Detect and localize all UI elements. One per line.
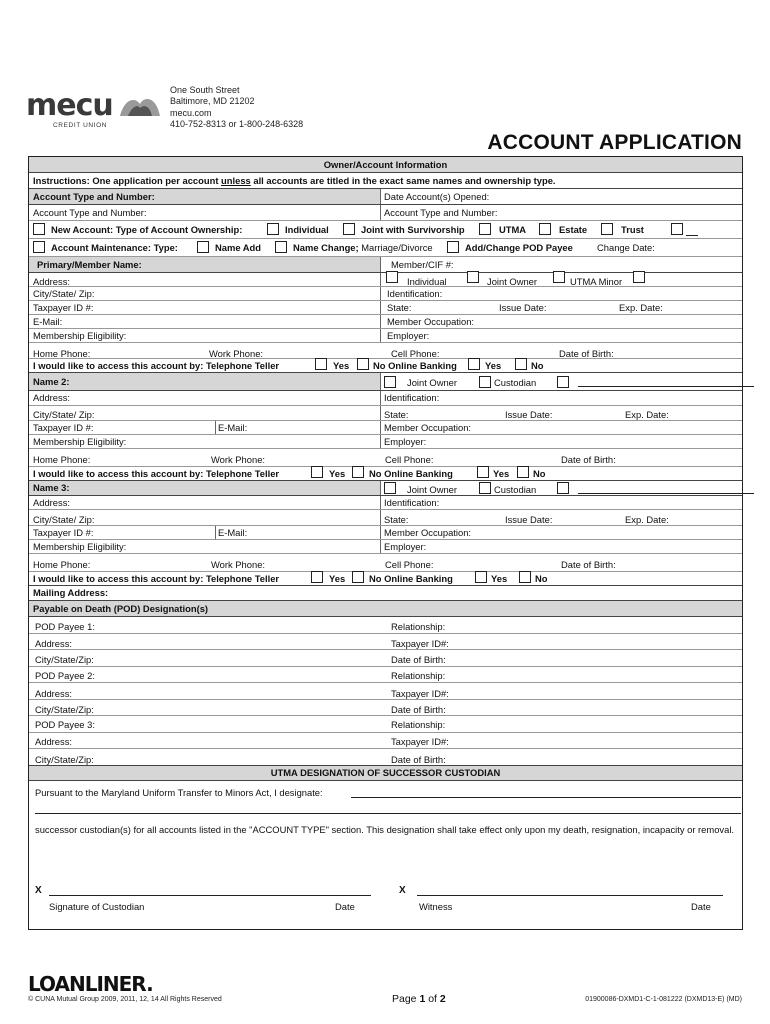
witness-x-mark: X <box>399 885 406 896</box>
form-code: 01900086-DXMD1-C-1-081222 (DXMD13-E) (MD) <box>585 996 742 1003</box>
instructions-row <box>29 173 742 189</box>
account-type-label[interactable]: Account Type and Number: <box>33 207 147 218</box>
joint-survivorship-label: Joint with Survivorship <box>361 224 465 235</box>
name3-occupation-label[interactable]: Member Occupation: <box>384 527 472 538</box>
name3-home-phone-label[interactable]: Home Phone: <box>33 559 91 570</box>
witness-label: Witness <box>419 901 453 912</box>
name2-other-checkbox[interactable] <box>557 376 569 388</box>
name3-employer-label[interactable]: Employer: <box>384 541 427 552</box>
pod3-taxpayer-label[interactable]: Taxpayer ID#: <box>391 736 449 747</box>
primary-teller-no-checkbox[interactable] <box>357 358 369 370</box>
name2-label: Name 2: <box>33 376 70 387</box>
primary-online-no-label: No <box>531 360 544 371</box>
name3-address-row <box>29 496 742 510</box>
custodian-x-mark: X <box>35 885 42 896</box>
pod2-relationship-label[interactable]: Relationship: <box>391 670 446 681</box>
account-type-row-2 <box>29 205 742 221</box>
name2-custodian-label: Custodian <box>494 377 537 388</box>
name2-address-label[interactable]: Address: <box>33 392 70 403</box>
address-line-2: Baltimore, MD 21202 <box>170 96 255 107</box>
name2-state-label[interactable]: State: <box>384 409 409 420</box>
name3-custodian-label: Custodian <box>494 484 537 495</box>
pod3-payee-label[interactable]: POD Payee 3: <box>35 719 95 730</box>
add-change-pod-label: Add/Change POD Payee <box>465 242 573 253</box>
other-ownership-checkbox[interactable] <box>671 223 683 235</box>
pod2-address-label[interactable]: Address: <box>35 688 72 699</box>
utma-section-header <box>29 766 742 781</box>
primary-email-row <box>29 315 742 329</box>
pod-section-header <box>29 601 742 617</box>
pod3-relationship-label[interactable]: Relationship: <box>391 719 446 730</box>
name2-eligibility-label[interactable]: Membership Eligibility: <box>33 436 127 447</box>
primary-exp-date-label[interactable]: Exp. Date: <box>619 302 663 313</box>
primary-work-phone-label[interactable]: Work Phone: <box>209 348 264 359</box>
primary-individual-checkbox[interactable] <box>386 271 398 283</box>
name2-joint-owner-label: Joint Owner <box>407 377 458 388</box>
name3-taxpayer-row <box>29 526 742 540</box>
name3-identification-label[interactable]: Identification: <box>384 497 440 508</box>
name2-dob-label[interactable]: Date of Birth: <box>561 454 616 465</box>
primary-other-checkbox[interactable] <box>633 271 645 283</box>
name2-address-row <box>29 391 742 406</box>
pod1-dob-label[interactable]: Date of Birth: <box>391 654 446 665</box>
estate-checkbox[interactable] <box>539 223 551 235</box>
pod-section-title: Payable on Death (POD) Designation(s) <box>33 603 209 614</box>
pod2-city-label[interactable]: City/State/Zip: <box>35 704 94 715</box>
name3-teller-no-checkbox[interactable] <box>352 571 364 583</box>
name2-teller-yes-checkbox[interactable] <box>311 466 323 478</box>
name3-phone-row <box>29 554 742 572</box>
primary-teller-yes-label: Yes <box>333 360 350 371</box>
name2-online-no-label: No <box>533 468 546 479</box>
name3-teller-yes-label: Yes <box>329 573 346 584</box>
pod1-relationship-label[interactable]: Relationship: <box>391 621 446 632</box>
primary-utma-minor-checkbox[interactable] <box>553 271 565 283</box>
primary-access-row <box>29 359 742 373</box>
add-change-pod-checkbox[interactable] <box>447 241 459 253</box>
name3-teller-yes-checkbox[interactable] <box>311 571 323 583</box>
successor-custodian-line-2[interactable] <box>35 813 741 814</box>
address-line-1: One South Street <box>170 85 240 95</box>
name2-home-phone-label[interactable]: Home Phone: <box>33 454 91 465</box>
date-opened-label[interactable]: Date Account(s) Opened: <box>384 191 490 202</box>
pod1-address-label[interactable]: Address: <box>35 638 72 649</box>
name2-online-yes-checkbox[interactable] <box>477 466 489 478</box>
instructions-text: Instructions: One application per account unless all accounts are titled in the exact same names and ownership type. <box>33 175 556 186</box>
primary-address-row <box>29 273 742 287</box>
primary-online-no-checkbox[interactable] <box>515 358 527 370</box>
name2-custodian-checkbox[interactable] <box>479 376 491 388</box>
name2-employer-label[interactable]: Employer: <box>384 436 427 447</box>
pod1-payee-label[interactable]: POD Payee 1: <box>35 621 95 632</box>
new-account-label: New Account: Type of Account Ownership: <box>51 224 243 235</box>
primary-dob-label[interactable]: Date of Birth: <box>559 348 614 359</box>
maintenance-checkbox[interactable] <box>33 241 45 253</box>
pod1-row <box>29 617 742 634</box>
name3-address-label[interactable]: Address: <box>33 497 70 508</box>
name2-taxpayer-label[interactable]: Taxpayer ID #: <box>33 422 94 433</box>
pod3-dob-label[interactable]: Date of Birth: <box>391 754 446 765</box>
logo-subtext: CREDIT UNION <box>53 122 108 129</box>
address-block <box>170 85 303 131</box>
name3-row <box>29 481 742 496</box>
owner-section-header <box>29 157 742 173</box>
joint-survivorship-checkbox[interactable] <box>343 223 355 235</box>
name-add-checkbox[interactable] <box>197 241 209 253</box>
pod3-row <box>29 716 742 733</box>
name2-teller-yes-label: Yes <box>329 468 346 479</box>
name2-city-row <box>29 406 742 421</box>
primary-utma-minor-label: UTMA Minor <box>570 276 623 287</box>
individual-label: Individual <box>285 224 329 235</box>
primary-name-label: Primary/Member Name: <box>37 259 142 270</box>
name3-access-label: I would like to access this account by: Telephone Teller <box>33 573 280 584</box>
pod3-city-label[interactable]: City/State/Zip: <box>35 754 94 765</box>
pod2-address-row <box>29 683 742 700</box>
name2-eligibility-row <box>29 435 742 449</box>
primary-address-label[interactable]: Address: <box>33 276 70 287</box>
name3-taxpayer-label[interactable]: Taxpayer ID #: <box>33 527 94 538</box>
name3-access-row <box>29 572 742 586</box>
pod1-city-row <box>29 650 742 667</box>
name2-issue-date-label[interactable]: Issue Date: <box>505 409 553 420</box>
name3-eligibility-label[interactable]: Membership Eligibility: <box>33 541 127 552</box>
primary-phone-row <box>29 343 742 359</box>
new-account-checkbox[interactable] <box>33 223 45 235</box>
name3-online-no-label: No <box>535 573 548 584</box>
address-line-3: mecu.com <box>170 107 212 118</box>
name2-online-no-checkbox[interactable] <box>517 466 529 478</box>
custodian-date-label: Date <box>335 901 355 912</box>
mecu-logo <box>26 88 166 132</box>
primary-access-label: I would like to access this account by: Telephone Teller <box>33 360 280 371</box>
primary-individual-label: Individual <box>407 276 447 287</box>
name2-city-label[interactable]: City/State/ Zip: <box>33 409 95 420</box>
primary-online-yes-label: Yes <box>485 360 502 371</box>
name3-dob-label[interactable]: Date of Birth: <box>561 559 616 570</box>
utma-successor-text: successor custodian(s) for all accounts listed in the "ACCOUNT TYPE" section. This designation shall take effect only upon my death, resignation, incapacity or removal. <box>35 824 735 835</box>
primary-city-label[interactable]: City/State/ Zip: <box>33 288 95 299</box>
trust-checkbox[interactable] <box>601 223 613 235</box>
primary-joint-owner-label: Joint Owner <box>487 276 538 287</box>
logo-text: mecu <box>26 88 113 123</box>
pod3-city-row <box>29 749 742 766</box>
pod3-address-row <box>29 733 742 749</box>
name2-access-label: I would like to access this account by: Telephone Teller <box>33 468 280 479</box>
account-type-label-bold: Account Type and Number: <box>33 191 155 202</box>
name2-online-yes-label: Yes <box>493 468 510 479</box>
primary-city-row <box>29 287 742 301</box>
section-title: Owner/Account Information <box>323 159 448 170</box>
name3-online-yes-checkbox[interactable] <box>475 571 487 583</box>
utma-label: UTMA <box>499 224 527 235</box>
mecu-mark-icon <box>118 94 162 118</box>
maintenance-row <box>29 239 742 257</box>
account-type-label-right[interactable]: Account Type and Number: <box>384 207 498 218</box>
primary-taxpayer-row <box>29 301 742 315</box>
primary-eligibility-row <box>29 329 742 343</box>
utma-section-body <box>29 781 742 929</box>
copyright-text: © CUNA Mutual Group 2009, 2011, 12, 14 All Rights Reserved <box>28 996 222 1003</box>
pod2-payee-label[interactable]: POD Payee 2: <box>35 670 95 681</box>
primary-online-label: No Online Banking <box>373 360 457 371</box>
name3-city-label[interactable]: City/State/ Zip: <box>33 514 95 525</box>
primary-eligibility-label[interactable]: Membership Eligibility: <box>33 330 127 341</box>
individual-checkbox[interactable] <box>267 223 279 235</box>
name3-online-no-checkbox[interactable] <box>519 571 531 583</box>
name3-eligibility-row <box>29 540 742 554</box>
name2-occupation-label[interactable]: Member Occupation: <box>384 422 472 433</box>
name3-email-label[interactable]: E-Mail: <box>215 526 247 539</box>
name2-access-row <box>29 467 742 481</box>
member-cif-label[interactable]: Member/CIF #: <box>391 259 454 270</box>
utma-pursuant-text: Pursuant to the Maryland Uniform Transfer to Minors Act, I designate: <box>35 787 323 798</box>
name3-custodian-checkbox[interactable] <box>479 482 491 494</box>
name3-issue-date-label[interactable]: Issue Date: <box>505 514 553 525</box>
mailing-address-row <box>29 586 742 601</box>
name2-email-label[interactable]: E-Mail: <box>215 421 247 434</box>
pod2-city-row <box>29 700 742 716</box>
name2-work-phone-label[interactable]: Work Phone: <box>211 454 266 465</box>
name3-other-checkbox[interactable] <box>557 482 569 494</box>
name2-identification-label[interactable]: Identification: <box>384 392 440 403</box>
name3-online-label: No Online Banking <box>369 573 453 584</box>
primary-cell-phone-label[interactable]: Cell Phone: <box>391 348 440 359</box>
name2-joint-owner-checkbox[interactable] <box>384 376 396 388</box>
primary-email-label[interactable]: E-Mail: <box>33 316 63 327</box>
primary-state-label[interactable]: State: <box>387 302 412 313</box>
pod2-dob-label[interactable]: Date of Birth: <box>391 704 446 715</box>
pod2-row <box>29 667 742 683</box>
estate-label: Estate <box>559 224 588 235</box>
name3-exp-date-label[interactable]: Exp. Date: <box>625 514 669 525</box>
pod2-taxpayer-label[interactable]: Taxpayer ID#: <box>391 688 449 699</box>
name2-phone-row <box>29 449 742 467</box>
name2-cell-phone-label[interactable]: Cell Phone: <box>385 454 434 465</box>
signature-custodian-label: Signature of Custodian <box>49 901 145 912</box>
name-change-label: Name Change; Marriage/Divorce <box>293 242 433 253</box>
new-account-row <box>29 221 742 239</box>
name-add-label: Name Add <box>215 242 262 253</box>
name2-row <box>29 373 742 391</box>
name2-taxpayer-row <box>29 421 742 435</box>
name3-joint-owner-checkbox[interactable] <box>384 482 396 494</box>
primary-home-phone-label[interactable]: Home Phone: <box>33 348 91 359</box>
pod1-city-label[interactable]: City/State/Zip: <box>35 654 94 665</box>
name3-work-phone-label[interactable]: Work Phone: <box>211 559 266 570</box>
trust-label: Trust <box>621 224 644 235</box>
name2-exp-date-label[interactable]: Exp. Date: <box>625 409 669 420</box>
name3-label: Name 3: <box>33 482 70 493</box>
custodian-signature-line[interactable] <box>49 895 371 896</box>
account-application-form <box>28 156 743 930</box>
page-number: Page 1 of 2 <box>392 993 446 1005</box>
change-date-label[interactable]: Change Date: <box>597 242 655 253</box>
name-change-checkbox[interactable] <box>275 241 287 253</box>
witness-date-label: Date <box>691 901 711 912</box>
utma-section-title: UTMA DESIGNATION OF SUCCESSOR CUSTODIAN <box>270 767 501 778</box>
primary-teller-yes-checkbox[interactable] <box>315 358 327 370</box>
primary-identification-label[interactable]: Identification: <box>387 288 443 299</box>
address-line-4: 410-752-8313 or 1-800-248-6328 <box>170 119 304 130</box>
account-type-row-1 <box>29 189 742 205</box>
name3-online-yes-label: Yes <box>491 573 508 584</box>
loanliner-logo: LOANLINER. <box>28 972 153 996</box>
primary-online-yes-checkbox[interactable] <box>468 358 480 370</box>
pod1-address-row <box>29 634 742 650</box>
primary-employer-label[interactable]: Employer: <box>387 330 430 341</box>
name3-city-row <box>29 510 742 526</box>
name2-teller-no-checkbox[interactable] <box>352 466 364 478</box>
name2-online-label: No Online Banking <box>369 468 453 479</box>
witness-signature-line[interactable] <box>417 895 723 896</box>
primary-occupation-label[interactable]: Member Occupation: <box>387 316 475 327</box>
primary-joint-owner-checkbox[interactable] <box>467 271 479 283</box>
primary-taxpayer-label[interactable]: Taxpayer ID #: <box>33 302 94 313</box>
primary-issue-date-label[interactable]: Issue Date: <box>499 302 547 313</box>
pod1-taxpayer-label[interactable]: Taxpayer ID#: <box>391 638 449 649</box>
utma-checkbox[interactable] <box>479 223 491 235</box>
pod3-address-label[interactable]: Address: <box>35 736 72 747</box>
name3-cell-phone-label[interactable]: Cell Phone: <box>385 559 434 570</box>
mailing-address-label[interactable]: Mailing Address: <box>33 587 109 598</box>
maintenance-label: Account Maintenance: Type: <box>51 242 178 253</box>
successor-custodian-line[interactable] <box>351 797 741 798</box>
name3-state-label[interactable]: State: <box>384 514 409 525</box>
name3-joint-owner-label: Joint Owner <box>407 484 458 495</box>
form-title: ACCOUNT APPLICATION <box>487 131 742 154</box>
